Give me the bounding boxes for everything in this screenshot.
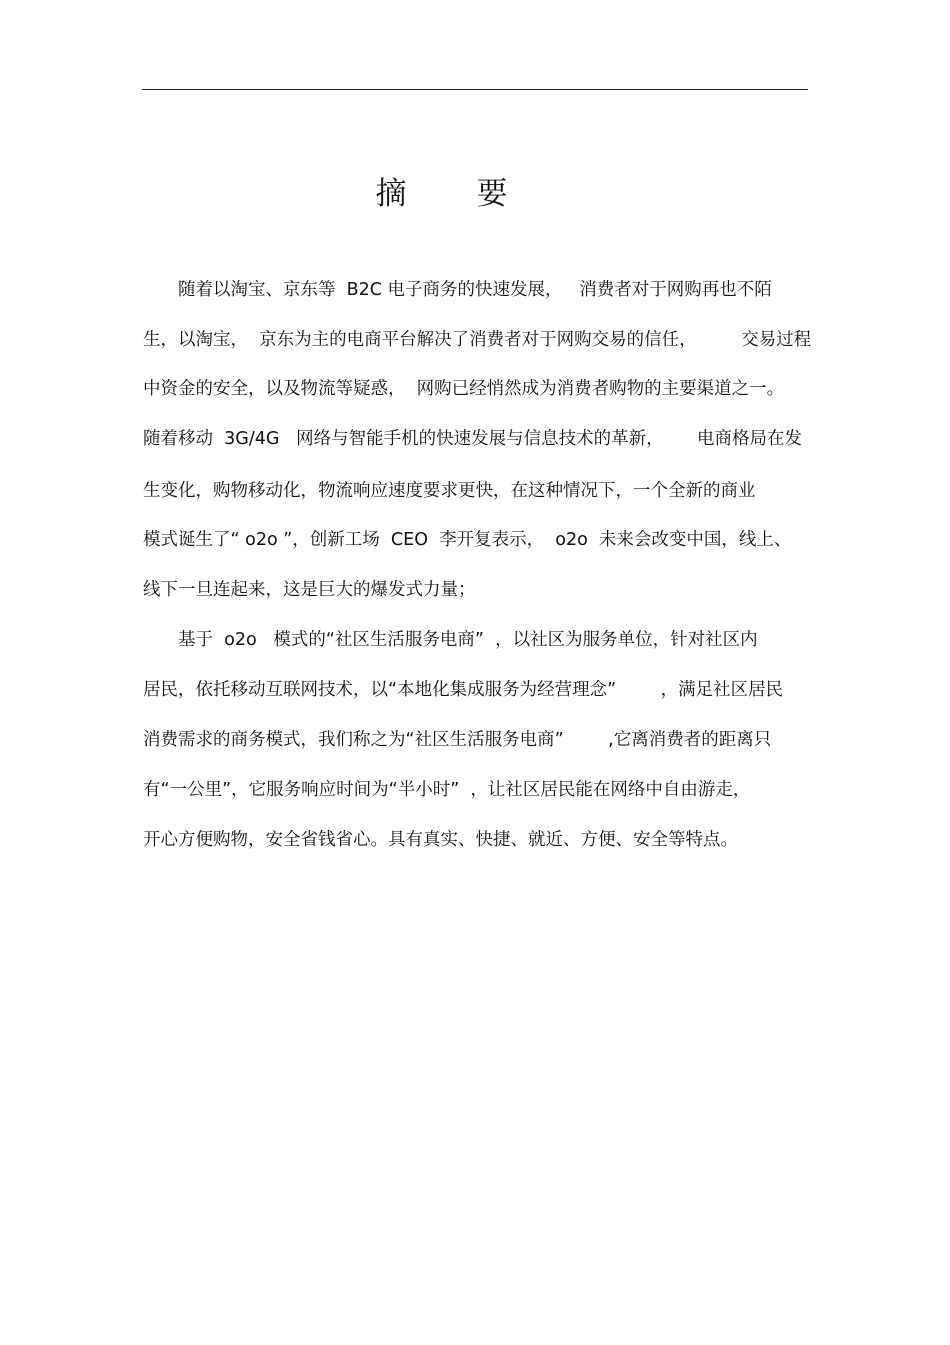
paragraph-1-line-5: 生变化，购物移动化，物流响应速度要求更快，在这种情况下，一个全新的商业 [143,481,756,501]
paragraph-2-line-1: 基于 o2o 模式的“社区生活服务电商” ，以社区为服务单位，针对社区内 [143,630,758,650]
header-rule [142,89,808,90]
paragraph-1-line-1: 随着以淘宝、京东等 B2C 电子商务的快速发展， 消费者对于网购再也不陌 [143,280,772,300]
paragraph-1-line-3: 中资金的安全，以及物流等疑惑， 网购已经悄然成为消费者购物的主要渠道之一。 [143,379,785,399]
paragraph-1-line-4: 随着移动 3G/4G 网络与智能手机的快速发展与信息技术的革新， 电商格局在发 [143,429,802,449]
paragraph-2-line-5: 开心方便购物，安全省钱省心。具有真实、快捷、就近、方便、安全等特点。 [143,830,738,850]
paragraph-2-line-3: 消费需求的商务模式，我们称之为“社区生活服务电商” ,它离消费者的距离只 [143,730,772,750]
paragraph-1-line-6: 模式诞生了“ o2o ”，创新工场 CEO 李开复表示， o2o 未来会改变中国，线上、 [143,530,792,550]
paragraph-1-line-7: 线下一旦连起来，这是巨大的爆发式力量； [143,580,476,600]
paragraph-1-line-2: 生，以淘宝， 京东为主的电商平台解决了消费者对于网购交易的信任， 交易过程 [143,330,812,350]
paragraph-2-line-4: 有“一公里”，它服务响应时间为“半小时” ，让社区居民能在网络中自由游走， [143,780,751,800]
page-title [0,170,883,218]
title-char-2: 要 [476,176,508,212]
title-char-1: 摘 [375,176,407,212]
paragraph-2-line-2: 居民，依托移动互联网技术，以“本地化集成服务为经营理念” ，满足社区居民 [143,680,784,700]
